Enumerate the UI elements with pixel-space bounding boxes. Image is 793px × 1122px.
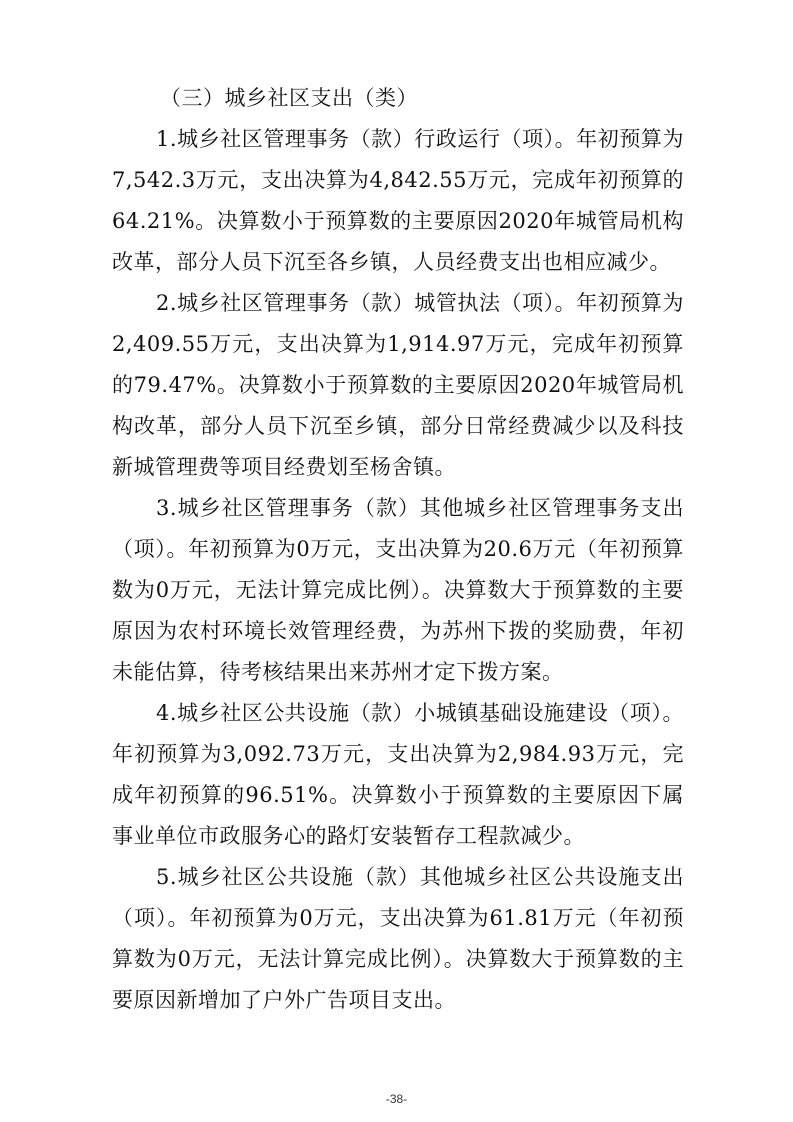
paragraph-1: 1.城乡社区管理事务（款）行政运行（项）。年初预算为7,542.3万元，支出决算为4,842.55万元，完成年初预算的64.21%。决算数小于预算数的主要原因2020年城管局机构改革，部分人员下沉至各乡镇，人员经费支出也相应减少。 xyxy=(112,127,684,274)
paragraph-5: 5.城乡社区公共设施（款）其他城乡社区公共设施支出（项）。年初预算为0万元，支出决算为61.81万元（年初预算数为0万元，无法计算完成比例）。决算数大于预算数的主要原因新增加了户外广告项目支出。 xyxy=(112,865,684,1012)
page-number: -38- xyxy=(385,1092,408,1106)
paragraph-2: 2.城乡社区管理事务（款）城管执法（项）。年初预算为2,409.55万元，支出决算为1,914.97万元，完成年初预算的79.47%。决算数小于预算数的主要原因2020年城管局机构改革，部分人员下沉至乡镇，部分日常经费减少以及科技新城管理费等项目经费划至杨舍镇。 xyxy=(112,291,684,479)
paragraph-3: 3.城乡社区管理事务（款）其他城乡社区管理事务支出（项）。年初预算为0万元，支出决算为20.6万元（年初预算数为0万元，无法计算完成比例）。决算数大于预算数的主要原因为农村环境长效管理经费，为苏州下拨的奖励费，年初未能估算，待考核结果出来苏州才定下拨方案。 xyxy=(112,496,684,684)
paragraph-4: 4.城乡社区公共设施（款）小城镇基础设施建设（项）。年初预算为3,092.73万元，支出决算为2,984.93万元，完成年初预算的96.51%。决算数小于预算数的主要原因下属事业单位市政服务心的路灯安装暂存工程款减少。 xyxy=(112,701,684,848)
section-heading: （三）城乡社区支出（类） xyxy=(160,86,418,110)
document-body xyxy=(112,78,684,1021)
